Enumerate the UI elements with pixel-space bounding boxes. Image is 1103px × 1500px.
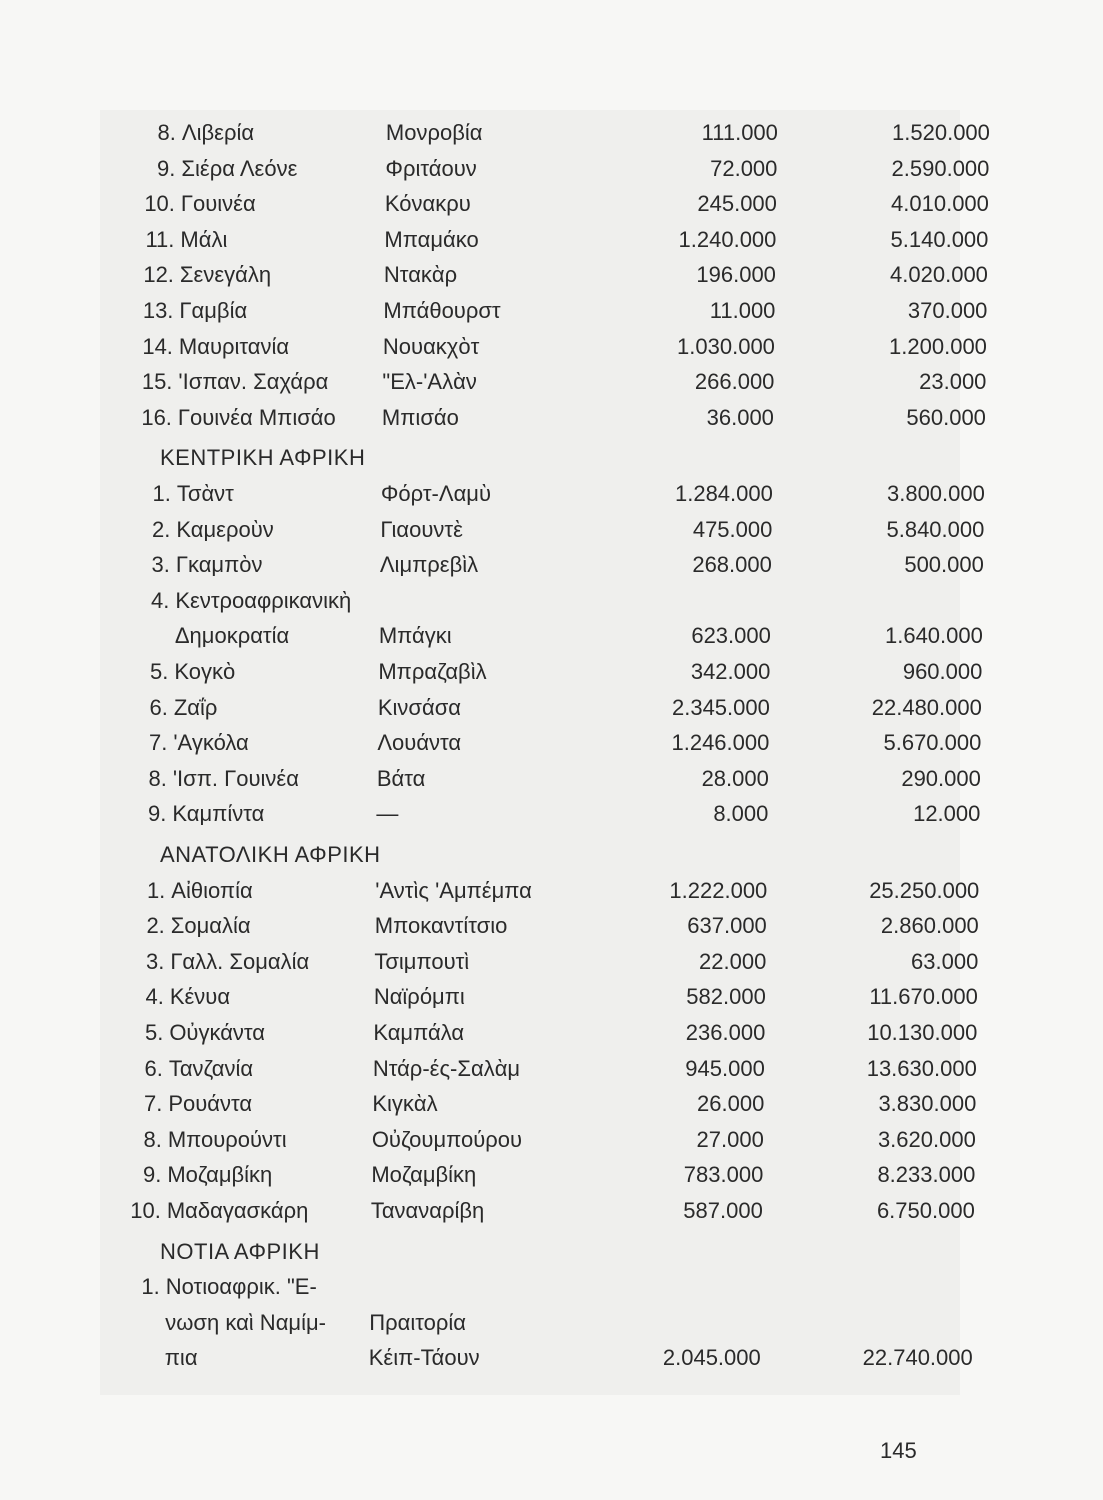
capital-name: Λουάντα [377, 730, 462, 756]
country-name: Καμεροὺν [176, 516, 274, 542]
table-row [101, 1306, 981, 1340]
country-name: Αἰθιοπία [171, 877, 253, 903]
country-name: Μάλι [180, 226, 228, 252]
row-number: 7. [143, 1091, 163, 1117]
country-name: Γουινέα [180, 191, 256, 217]
country-name: πια [164, 1345, 198, 1371]
capital-name: Μπισάο [381, 404, 459, 430]
area-value: 945.000 [685, 1055, 765, 1081]
population-value: 5.840.000 [886, 516, 985, 542]
area-value: 268.000 [692, 552, 772, 578]
area-value: 26.000 [697, 1091, 765, 1117]
country-name: Κογκὸ [174, 659, 236, 684]
table-row [107, 874, 987, 908]
country-name: Γαμβία [179, 298, 248, 323]
population-value: 25.250.000 [869, 877, 980, 903]
table-row [106, 980, 986, 1014]
row-number: 5. [150, 659, 169, 684]
row-number: 16. [141, 404, 172, 430]
row-number: 9. [142, 1162, 162, 1188]
area-value: 236.000 [685, 1020, 766, 1045]
capital-name: Μπαμάκο [384, 226, 479, 252]
table-row [101, 1341, 981, 1375]
capital-name: Μποκαντίτσιο [374, 913, 508, 939]
country-name: Νοτιοαφρικ. "Ε- [165, 1274, 317, 1300]
population-value: 22.740.000 [862, 1345, 973, 1371]
population-value: 23.000 [919, 369, 987, 395]
capital-name: Μπάγκι [378, 623, 452, 649]
row-number: 3. [151, 552, 170, 578]
capital-name: Ναϊρόμπι [373, 984, 465, 1010]
table-row [117, 187, 997, 221]
country-name: Οὐγκάντα [169, 1020, 266, 1045]
table-row [109, 726, 989, 760]
capital-name: Βάτα [376, 765, 426, 791]
population-value: 370.000 [907, 298, 988, 323]
row-number: 10. [130, 1198, 161, 1223]
row-number: 13. [142, 298, 174, 323]
area-value: 623.000 [691, 623, 771, 649]
capital-name: Φριτάουν [385, 155, 477, 181]
table-row [106, 945, 986, 979]
area-value: 266.000 [694, 369, 775, 395]
country-name: Καμπίντα [172, 801, 265, 827]
table-row [114, 401, 994, 435]
table-row [110, 691, 990, 725]
area-value: 1.246.000 [671, 730, 770, 756]
table-row [117, 152, 997, 186]
table-row [111, 584, 991, 618]
area-value: 1.030.000 [677, 333, 775, 359]
population-value: 11.670.000 [869, 984, 978, 1010]
capital-name: Κέιπ-Τάουν [368, 1345, 480, 1371]
row-number: 10. [144, 191, 175, 217]
country-name: 'Ισπαν. Σαχάρα [178, 369, 329, 395]
capital-name: Κινσάσα [377, 694, 462, 720]
capital-name: "Ελ-'Αλὰν [382, 369, 477, 395]
table-row [105, 1052, 985, 1086]
table-row [111, 619, 991, 653]
country-name: Κένυα [169, 984, 231, 1010]
row-number: 2. [146, 913, 165, 939]
country-name: Μαυριτανία [178, 333, 290, 359]
row-number: 1. [146, 877, 166, 903]
table-row [113, 477, 993, 511]
table-row [112, 548, 992, 582]
capital-name: Κόνακρυ [384, 191, 471, 217]
country-name: Ζαΐρ [173, 694, 218, 720]
population-value: 12.000 [913, 801, 981, 827]
area-value: 1.240.000 [678, 226, 777, 252]
country-name: 'Αγκόλα [173, 730, 249, 756]
table-row [108, 797, 988, 831]
area-value: 8.000 [713, 801, 769, 827]
table-row [102, 1270, 982, 1304]
population-value: 290.000 [901, 765, 981, 791]
row-number: 5. [144, 1020, 164, 1045]
area-value: 2.045.000 [662, 1345, 761, 1371]
country-name: Γαλλ. Σομαλία [170, 948, 310, 974]
page-number: 145 [880, 1438, 917, 1463]
country-name: νωση καὶ Ναμίμ- [165, 1309, 326, 1335]
print-area [100, 110, 990, 1395]
capital-name: Μονροβία [385, 120, 483, 145]
area-value: 1.222.000 [669, 877, 768, 903]
table-row [112, 513, 992, 547]
table-row [103, 1158, 983, 1192]
capital-name: Ντακὰρ [383, 262, 458, 288]
country-name: Τσὰντ [176, 481, 234, 506]
table-row [115, 294, 995, 328]
country-name: Ρουάντα [168, 1091, 253, 1117]
table-row [107, 909, 987, 943]
section-heading: ΑΝΑΤΟΛΙΚΗ ΑΦΡΙΚΗ [160, 842, 381, 867]
country-name: Σομαλία [170, 913, 251, 939]
population-value: 560.000 [906, 404, 986, 430]
table-row [104, 1087, 984, 1121]
capital-name: Οὐζουμπούρου [371, 1126, 523, 1152]
area-value: 342.000 [690, 659, 771, 684]
row-number: 11. [145, 226, 175, 252]
country-name: Σενεγάλη [179, 262, 272, 288]
row-number: 9. [148, 801, 167, 827]
row-number: 12. [143, 262, 174, 288]
row-number: 8. [143, 1126, 162, 1152]
capital-name: Πραιτορία [369, 1309, 466, 1335]
population-value: 5.670.000 [883, 730, 982, 756]
population-value: 63.000 [911, 948, 979, 974]
area-value: 11.000 [709, 298, 776, 323]
area-value: 72.000 [710, 155, 778, 181]
population-value: 5.140.000 [890, 226, 989, 252]
area-value: 36.000 [706, 404, 774, 430]
table-row [118, 116, 998, 150]
population-value: 500.000 [904, 552, 984, 578]
section-heading: ΚΕΝΤΡΙΚΗ ΑΦΡΙΚΗ [160, 445, 366, 471]
row-number: 4. [145, 984, 164, 1010]
capital-name: Κιγκὰλ [372, 1091, 438, 1117]
row-number: 14. [142, 333, 173, 359]
capital-name: Καμπάλα [373, 1020, 465, 1045]
row-number: 15. [141, 369, 173, 395]
population-value: 2.860.000 [880, 913, 979, 939]
table-row [115, 330, 995, 364]
area-value: 582.000 [686, 984, 766, 1010]
population-value: 1.520.000 [892, 120, 990, 145]
area-value: 28.000 [701, 765, 769, 791]
table-row [103, 1194, 983, 1228]
capital-name: Μπάθουρστ [383, 298, 501, 323]
table-row [109, 762, 989, 796]
country-name: 'Ισπ. Γουινέα [172, 765, 299, 791]
row-number: 4. [151, 587, 170, 613]
area-value: 1.284.000 [674, 481, 773, 506]
capital-name: Ντάρ-ές-Σαλὰμ [372, 1055, 521, 1081]
row-number: 6. [144, 1055, 163, 1081]
country-name: Γκαμπὸν [175, 552, 263, 578]
capital-name: Λιμπρεβὶλ [379, 552, 479, 578]
population-value: 960.000 [902, 659, 983, 684]
population-value: 22.480.000 [871, 694, 982, 720]
area-value: 22.000 [699, 948, 767, 974]
table-row [116, 258, 996, 292]
table-row [105, 1016, 985, 1050]
country-name: Κεντροαφρικανικὴ [175, 587, 352, 613]
area-value: 587.000 [683, 1198, 763, 1223]
country-name: Μπουρούντι [167, 1126, 287, 1152]
area-value: 111.000 [701, 120, 778, 145]
table-row [110, 655, 990, 689]
capital-name: Μοζαμβίκη [371, 1162, 477, 1188]
capital-name: Ταναναρίβη [370, 1198, 485, 1223]
country-name: Λιβερία [181, 120, 255, 145]
population-value: 1.200.000 [889, 333, 987, 359]
row-number: 6. [149, 694, 168, 720]
population-value: 6.750.000 [876, 1198, 975, 1223]
population-value: 10.130.000 [867, 1020, 978, 1045]
capital-name: Νουακχὸτ [382, 333, 480, 359]
capital-name: Γιαουντὲ [380, 516, 463, 542]
capital-name: 'Αντὶς 'Αμπέμπα [375, 877, 532, 903]
row-number: 3. [145, 948, 165, 974]
area-value: 2.345.000 [671, 694, 770, 720]
row-number: 1. [141, 1274, 160, 1300]
country-name: Μαδαγασκάρη [166, 1198, 309, 1223]
table-row [114, 365, 994, 399]
row-number: 8. [148, 765, 167, 791]
area-value: 475.000 [692, 516, 773, 542]
area-value: 27.000 [696, 1126, 764, 1152]
country-name: Σιέρα Λεόνε [181, 155, 298, 181]
population-value: 13.630.000 [866, 1055, 977, 1081]
table-row [104, 1123, 984, 1157]
capital-name: Τσιμπουτὶ [374, 948, 470, 974]
population-value: 8.233.000 [877, 1162, 976, 1188]
row-number: 2. [152, 516, 171, 542]
table-row [116, 223, 996, 257]
population-value: 3.800.000 [886, 481, 985, 506]
population-value: 1.640.000 [884, 623, 983, 649]
area-value: 196.000 [696, 262, 776, 288]
capital-name: — [376, 801, 399, 827]
section-heading: ΝΟΤΙΑ ΑΦΡΙΚΗ [160, 1238, 320, 1264]
capital-name: Μπραζαβὶλ [378, 659, 487, 684]
row-number: 9. [157, 155, 176, 181]
population-value: 3.830.000 [878, 1091, 977, 1117]
row-number: 7. [149, 730, 168, 756]
country-name: Δημοκρατία [174, 623, 290, 649]
population-value: 4.020.000 [890, 262, 988, 288]
row-number: 8. [157, 120, 176, 145]
row-number: 1. [152, 481, 171, 506]
country-name: Τανζανία [168, 1055, 254, 1081]
population-value: 4.010.000 [891, 191, 989, 217]
population-value: 2.590.000 [891, 155, 990, 181]
population-value: 3.620.000 [877, 1126, 976, 1152]
capital-name: Φόρτ-Λαμὺ [380, 481, 491, 506]
area-value: 783.000 [683, 1162, 764, 1188]
country-name: Γουινέα Μπισάο [177, 404, 336, 430]
area-value: 637.000 [687, 913, 767, 939]
country-name: Μοζαμβίκη [167, 1162, 273, 1188]
area-value: 245.000 [697, 191, 777, 217]
